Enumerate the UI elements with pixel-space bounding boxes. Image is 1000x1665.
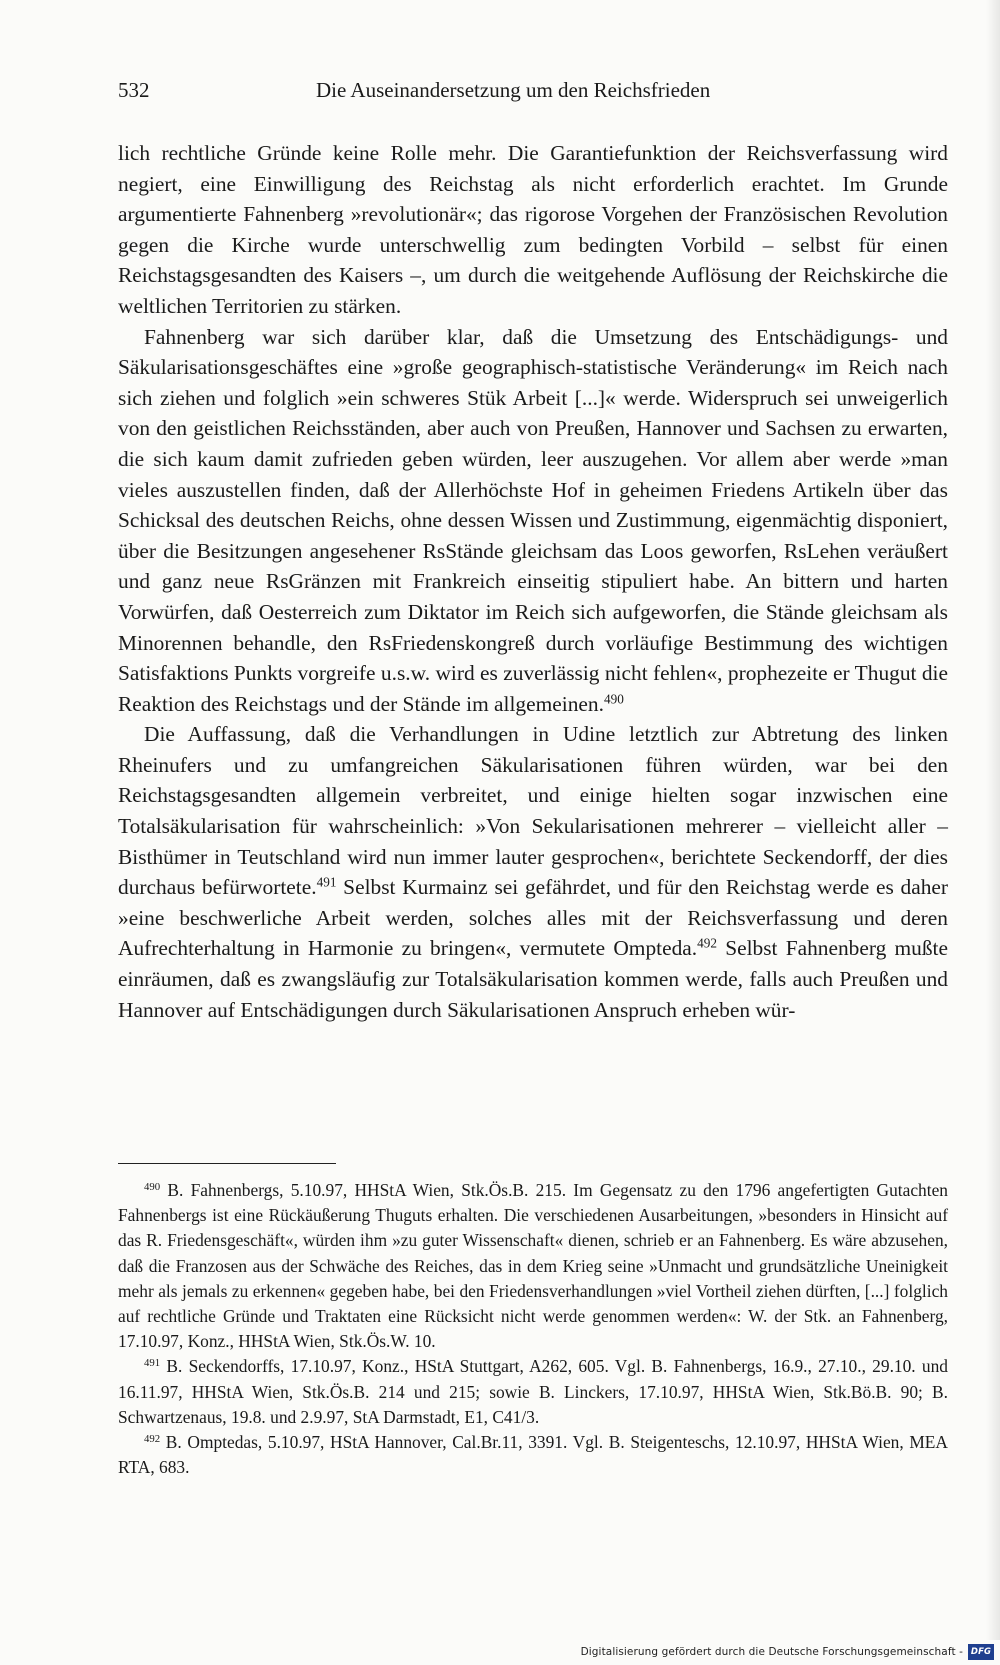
paragraph-3-text-b: Selbst Kurmainz sei gefährdet, und für den Reichstag werde es daher »eine beschwerliche Arbeit werden, solches alles mit der Reichsverfassung und deren Aufrechterhaltung in Harmonie zu bringen«, vermutete Ompteda. [118,875,949,961]
digitization-credit [581,1643,994,1661]
dfg-logo: DFG [968,1644,994,1660]
paragraph-3-text-c: Selbst Fahnenberg mußte einräumen, daß es zwangsläufig zur Totalsäkularisation kommen werde, falls auch Preußen und Hannover auf Entschädigungen durch Säkularisationen Anspruch erheben wür- [118,936,948,1022]
paragraph-1-text: lich rechtliche Gründe keine Rolle mehr. Die Garantiefunktion der Reichsverfassung wird negiert, eine Einwilligung des Reichstag als nicht erforderlich erachtet. Im Grunde argumentierte Fahnenberg »revolutionär«; das rigorose Vorgehen der Französischen Revolution gegen die Kirche wurde unterschwellig zum bedingten Vorbild – selbst für einen Reichstagsgesandten des Kaisers –, um durch die weitgehende Auflösung der Reichskirche die weltlichen Territorien zu stärken. [118,141,948,318]
footnote-divider [118,1163,336,1164]
footnote-490 [118,1178,948,1354]
footnote-number: 491 [144,1357,161,1370]
running-head: Die Auseinandersetzung um den Reichsfrieden [316,78,711,102]
footnote-text: B. Seckendorffs, 17.10.97, Konz., HStA Stuttgart, A262, 605. Vgl. B. Fahnenbergs, 16.9., 27.10., 29.10. und 16.11.97, HHStA Wien, Stk.Ös.B. 214 und 215; sowie B. Linckers, 17.10.97, HHStA Wien, Stk.Bö.B. 90; B. Schwartzenaus, 19.8. und 2.9.97, StA Darmstadt, E1, C41/3. [118,1356,948,1427]
paragraph-3-text-a: Die Auffassung, daß die Verhandlungen in Udine letztlich zur Abtretung des linken Rheinufers und zu umfangreichen Säkularisationen führen würden, war bei den Reichstagsgesandten allgemein verbreitet, und einige hielten sogar inzwischen eine Totalsäkularisation für wahrscheinlich: »Von Sekularisationen mehrerer – vielleicht aller – Bisthümer in Teutschland wird nun immer lauter gesprochen«, berichtete Seckendorff, der dies durchaus befürwortete. [118,722,948,900]
page-header [118,78,948,108]
footnote-number: 490 [144,1181,161,1194]
page-edge-shadow [986,0,1000,1640]
footnote-text: B. Omptedas, 5.10.97, HStA Hannover, Cal.Br.11, 3391. Vgl. B. Steigenteschs, 12.10.97, HHStA Wien, MEA RTA, 683. [118,1432,948,1478]
paragraph-1 [118,138,948,322]
footnote-ref-491[interactable]: 491 [316,874,337,890]
paragraph-2 [118,322,948,720]
footnote-text: B. Fahnenbergs, 5.10.97, HHStA Wien, Stk.Ös.B. 215. Im Gegensatz zu den 1796 angefertigten Gutachten Fahnenbergs ist eine Rückäußerung Thuguts erhalten. Die verschiedenen Ausarbeitungen, »besonders in Hinsicht auf das R. Friedensgeschäft«, würden ihm »zu guter Wissenschaft« dienen, schrieb er an Fahnenberg. Es wäre abzusehen, daß die Franzosen aus der Schwäche des Reiches, das in dem Krieg seine »Unmacht und grundsätzliche Uneinigkeit mehr als jemals zu erkennen« gegeben habe, bei den Friedensverhandlungen »viel Vortheil ziehen dürften, [...] folglich auf rechtliche Gründe und Traktaten eine Rücksicht nicht werde genommen werden«: W. der Stk. an Fahnenberg, 17.10.97, Konz., HHStA Wien, Stk.Ös.W. 10. [118,1180,948,1352]
footnote-ref-490[interactable]: 490 [603,691,624,707]
footnote-number: 492 [144,1433,161,1446]
footnote-492 [118,1430,948,1480]
footnotes [118,1178,948,1480]
paragraph-2-text: Fahnenberg war sich darüber klar, daß die Umsetzung des Entschädigungs- und Säkularisationsgeschäftes eine »große geographisch-statistische Veränderung« im Reich nach sich ziehen und folglich »ein schweres Stük Arbeit [...]« werde. Widerspruch sei unweigerlich von den geistlichen Reichsständen, aber auch von Preußen, Hannover und Sachsen zu erwarten, die sich kaum damit zufrieden geben würden, leer auszugehen. Vor allem aber werde »man vieles auszustellen finden, daß der Allerhöchste Hof in geheimen Friedens Artikeln über das Schicksal des deutschen Reichs, ohne dessen Wissen und Zustimmung, eigenmächtig disponiert, über die Besitzungen angesehener RsStände gleichsam das Loos geworfen, RsLehen veräußert und ganz neue RsGränzen mit Frankreich einseitig stipuliert habe. An bittern und harten Vorwürfen, daß Oesterreich zum Diktator im Reich sich aufgeworfen, die Stände gleichsam als Minorennen behandle, den RsFriedenskongreß durch vorläufige Bestimmung des wichtigen Satisfaktions Punkts vorgreife u.s.w. wird es zuverlässig nicht fehlen«, prophezeite er Thugut die Reaktion des Reichstags und der Stände im allgemeinen. [118,324,948,716]
footnote-ref-492[interactable]: 492 [697,936,717,952]
credit-text: Digitalisierung gefördert durch die Deutsche Forschungsgemeinschaft - [580,1646,963,1658]
footnote-491 [118,1354,948,1430]
body-text [118,138,948,1025]
paragraph-3 [118,719,948,1025]
page-number: 532 [118,78,150,102]
